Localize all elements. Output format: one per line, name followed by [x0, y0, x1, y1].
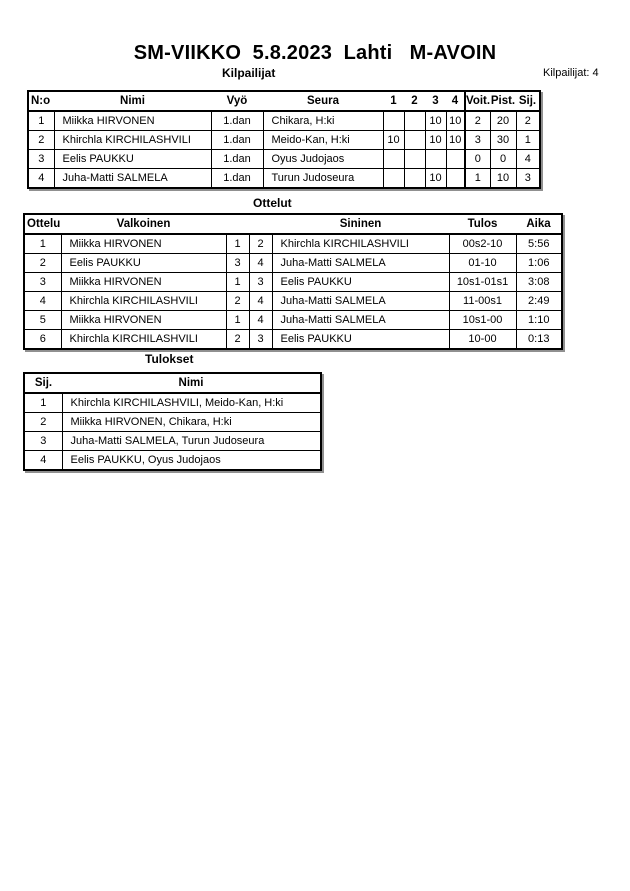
cell-time: 1:06: [516, 254, 562, 273]
cell-r1: [383, 150, 404, 169]
column-header-points: Pist.: [490, 91, 516, 111]
column-header-wins: Voit.: [465, 91, 490, 111]
cell-blue: Juha-Matti SALMELA: [272, 311, 449, 330]
cell-points: 20: [490, 111, 516, 131]
page-title: SM-VIIKKO 5.8.2023 Lahti M-AVOIN: [133, 42, 497, 64]
cell-white-no: 2: [226, 330, 249, 350]
table-row: [28, 111, 540, 131]
cell-wins: 1: [465, 169, 490, 189]
section-title-results: Tulokset: [145, 352, 194, 366]
cell-r3: 10: [425, 111, 446, 131]
cell-club: Chikara, H:ki: [263, 111, 383, 131]
cell-r2: [404, 150, 425, 169]
cell-name: Eelis PAUKKU: [54, 150, 211, 169]
cell-blue: Juha-Matti SALMELA: [272, 292, 449, 311]
column-header-r2: 2: [404, 91, 425, 111]
cell-white-no: 1: [226, 234, 249, 254]
cell-match: 5: [24, 311, 61, 330]
column-header-r1: 1: [383, 91, 404, 111]
cell-time: 2:49: [516, 292, 562, 311]
table-row: [28, 131, 540, 150]
cell-no: 2: [28, 131, 54, 150]
cell-blue-no: 4: [249, 292, 272, 311]
cell-result: 11-00s1: [449, 292, 516, 311]
cell-blue-no: 4: [249, 311, 272, 330]
cell-club: Turun Judoseura: [263, 169, 383, 189]
column-header-blue: Sininen: [272, 214, 449, 234]
cell-white: Miikka HIRVONEN: [61, 234, 226, 254]
table-row: [24, 393, 321, 413]
cell-white-no: 1: [226, 273, 249, 292]
cell-match: 2: [24, 254, 61, 273]
table-row: [24, 330, 562, 350]
cell-white: Miikka HIRVONEN: [61, 311, 226, 330]
cell-white: Khirchla KIRCHILASHVILI: [61, 292, 226, 311]
column-header-no: N:o: [28, 91, 54, 111]
column-header-blue-no: [249, 214, 272, 234]
cell-blue-no: 2: [249, 234, 272, 254]
cell-result: 00s2-10: [449, 234, 516, 254]
column-header-club: Seura: [263, 91, 383, 111]
cell-blue-no: 4: [249, 254, 272, 273]
cell-points: 30: [490, 131, 516, 150]
table-row: [24, 292, 562, 311]
table-row: [24, 451, 321, 471]
competitors-table: [27, 90, 541, 189]
table-row: [24, 432, 321, 451]
cell-result: 10-00: [449, 330, 516, 350]
column-header-r3: 3: [425, 91, 446, 111]
column-header-belt: Vyö: [211, 91, 263, 111]
competitors-count: Kilpailijat: 4: [543, 67, 599, 79]
cell-wins: 3: [465, 131, 490, 150]
cell-r1: [383, 169, 404, 189]
table-row: [28, 150, 540, 169]
cell-points: 0: [490, 150, 516, 169]
header-row: [24, 373, 321, 393]
cell-match: 1: [24, 234, 61, 254]
cell-belt: 1.dan: [211, 131, 263, 150]
cell-time: 3:08: [516, 273, 562, 292]
cell-blue: Eelis PAUKKU: [272, 273, 449, 292]
table-row: [24, 413, 321, 432]
cell-result: 10s1-01s1: [449, 273, 516, 292]
results-table: [23, 372, 322, 471]
column-header-name: Nimi: [62, 373, 321, 393]
cell-r4: [446, 169, 465, 189]
cell-r2: [404, 131, 425, 150]
table-row: [24, 273, 562, 292]
cell-name: Miikka HIRVONEN: [54, 111, 211, 131]
cell-time: 5:56: [516, 234, 562, 254]
cell-r3: 10: [425, 131, 446, 150]
column-header-result: Tulos: [449, 214, 516, 234]
cell-wins: 0: [465, 150, 490, 169]
cell-name: Khirchla KIRCHILASHVILI: [54, 131, 211, 150]
cell-blue: Juha-Matti SALMELA: [272, 254, 449, 273]
cell-white: Khirchla KIRCHILASHVILI: [61, 330, 226, 350]
cell-place: 1: [516, 131, 540, 150]
column-header-place: Sij.: [516, 91, 540, 111]
cell-r2: [404, 111, 425, 131]
cell-club: Oyus Judojaos: [263, 150, 383, 169]
cell-match: 6: [24, 330, 61, 350]
cell-belt: 1.dan: [211, 111, 263, 131]
cell-blue: Khirchla KIRCHILASHVILI: [272, 234, 449, 254]
cell-white-no: 2: [226, 292, 249, 311]
table-row: [24, 254, 562, 273]
cell-name: Khirchla KIRCHILASHVILI, Meido-Kan, H:ki: [62, 393, 321, 413]
cell-white-no: 1: [226, 311, 249, 330]
cell-match: 4: [24, 292, 61, 311]
cell-r3: 10: [425, 169, 446, 189]
column-header-match: Ottelu: [24, 214, 61, 234]
section-title-matches: Ottelut: [253, 196, 292, 210]
cell-club: Meido-Kan, H:ki: [263, 131, 383, 150]
cell-place: 4: [24, 451, 62, 471]
cell-name: Miikka HIRVONEN, Chikara, H:ki: [62, 413, 321, 432]
cell-result: 01-10: [449, 254, 516, 273]
cell-r1: [383, 111, 404, 131]
cell-place: 4: [516, 150, 540, 169]
cell-r4: [446, 150, 465, 169]
column-header-white-no: [226, 214, 249, 234]
cell-place: 1: [24, 393, 62, 413]
table-row: [24, 311, 562, 330]
cell-r2: [404, 169, 425, 189]
cell-r1: 10: [383, 131, 404, 150]
column-header-place: Sij.: [24, 373, 62, 393]
cell-place: 3: [24, 432, 62, 451]
cell-belt: 1.dan: [211, 150, 263, 169]
cell-place: 3: [516, 169, 540, 189]
column-header-time: Aika: [516, 214, 562, 234]
cell-name: Eelis PAUKKU, Oyus Judojaos: [62, 451, 321, 471]
cell-points: 10: [490, 169, 516, 189]
cell-blue-no: 3: [249, 273, 272, 292]
cell-no: 4: [28, 169, 54, 189]
cell-blue-no: 3: [249, 330, 272, 350]
cell-result: 10s1-00: [449, 311, 516, 330]
cell-place: 2: [516, 111, 540, 131]
cell-r4: 10: [446, 131, 465, 150]
table-row: [24, 234, 562, 254]
column-header-name: Nimi: [54, 91, 211, 111]
column-header-r4: 4: [446, 91, 465, 111]
cell-time: 0:13: [516, 330, 562, 350]
cell-no: 1: [28, 111, 54, 131]
cell-match: 3: [24, 273, 61, 292]
cell-r3: [425, 150, 446, 169]
cell-white: Miikka HIRVONEN: [61, 273, 226, 292]
cell-time: 1:10: [516, 311, 562, 330]
cell-name: Juha-Matti SALMELA: [54, 169, 211, 189]
cell-belt: 1.dan: [211, 169, 263, 189]
cell-name: Juha-Matti SALMELA, Turun Judoseura: [62, 432, 321, 451]
cell-white-no: 3: [226, 254, 249, 273]
column-header-white: Valkoinen: [61, 214, 226, 234]
cell-r4: 10: [446, 111, 465, 131]
header-row: [24, 214, 562, 234]
cell-wins: 2: [465, 111, 490, 131]
cell-white: Eelis PAUKKU: [61, 254, 226, 273]
table-row: [28, 169, 540, 189]
cell-place: 2: [24, 413, 62, 432]
matches-table: [23, 213, 563, 350]
section-title-competitors: Kilpailijat: [222, 66, 276, 80]
cell-blue: Eelis PAUKKU: [272, 330, 449, 350]
header-row: [28, 91, 540, 111]
cell-no: 3: [28, 150, 54, 169]
